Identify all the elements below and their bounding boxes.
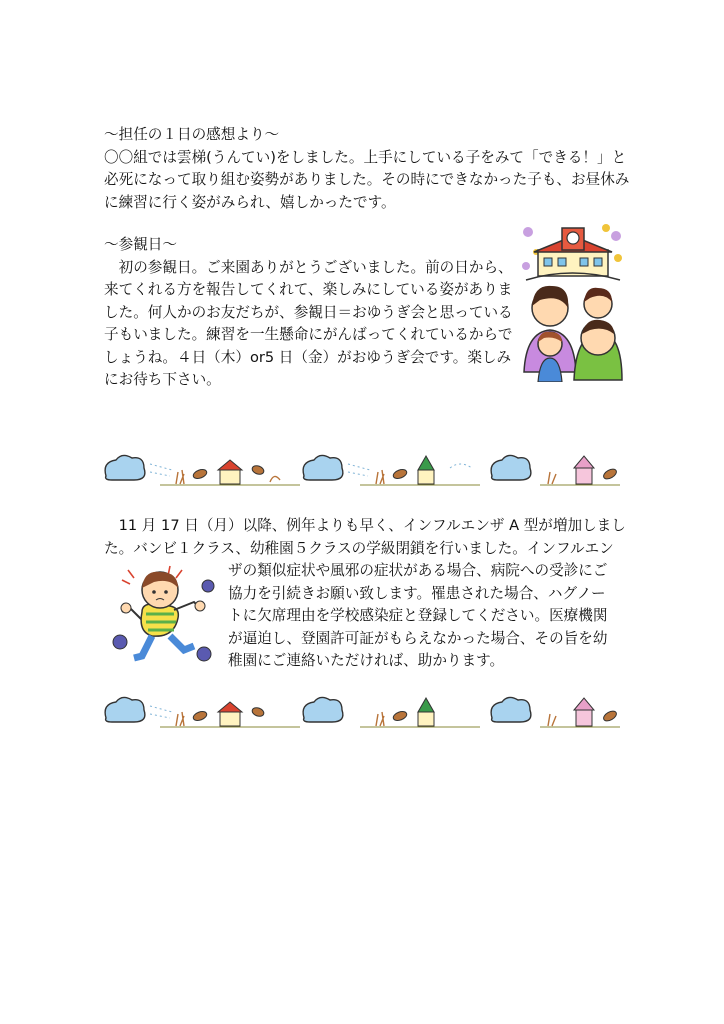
- influenza-line: 稚園にご連絡いただければ、助かります。: [228, 652, 505, 669]
- open-day-heading: ～参観日～: [104, 236, 177, 253]
- open-day-line: しょうね。４日（木）or5 日（金）がおゆうぎ会です。楽しみ: [104, 348, 512, 366]
- school-family-icon: [520, 222, 624, 382]
- influenza-line: 協力を引続きお願い致します。罹患された場合、ハグノー: [228, 584, 606, 602]
- influenza-line: トに欠席理由を学校感染症と登録してください。医療機関: [228, 607, 608, 624]
- open-day-line: した。何人かのお友だちが、参観日＝おゆうぎ会と思っている: [104, 303, 513, 321]
- impressions-line: 必死になって取り組む姿勢がありました。その時にできなかった子も、お昼休み: [104, 171, 630, 188]
- influenza-line: が逼迫し、登園許可証がもらえなかった場合、その旨を幼: [228, 629, 608, 647]
- section-impressions: [104, 124, 629, 214]
- impressions-line: に練習に行く姿がみられ、嬉しかったです。: [104, 193, 396, 211]
- influenza-line: ザの類似症状や風邪の症状がある場合、病院への受診にご: [228, 562, 608, 579]
- influenza-line: た。バンビ１クラス、幼稚園５クラスの学級閉鎖を行いました。インフルエン: [104, 539, 614, 557]
- open-day-line: にお待ち下さい。: [104, 371, 221, 388]
- impressions-line: 〇〇組では雲梯(うんてい)をしました。上手にしている子をみて「できる！」と: [104, 148, 627, 166]
- open-day-line: 来てくれる方を報告してくれて、楽しみにしている姿がありま: [104, 281, 513, 298]
- open-day-line: 初の参観日。ご来園ありがとうございました。前の日から、: [104, 258, 513, 276]
- sick-boy-icon: [108, 562, 226, 666]
- section-open-day: [104, 234, 513, 392]
- cloud-icon: [105, 455, 145, 480]
- autumn-wind-border-icon: [100, 692, 624, 732]
- impressions-heading: ～担任の１日の感想より～: [104, 126, 280, 143]
- influenza-line: 11 月 17 日（月）以降、例年よりも早く、インフルエンザ A 型が増加しまし: [104, 517, 626, 534]
- autumn-wind-border-icon: [100, 450, 624, 490]
- open-day-line: 子もいました。練習を一生懸命にがんばってくれているからで: [104, 326, 513, 343]
